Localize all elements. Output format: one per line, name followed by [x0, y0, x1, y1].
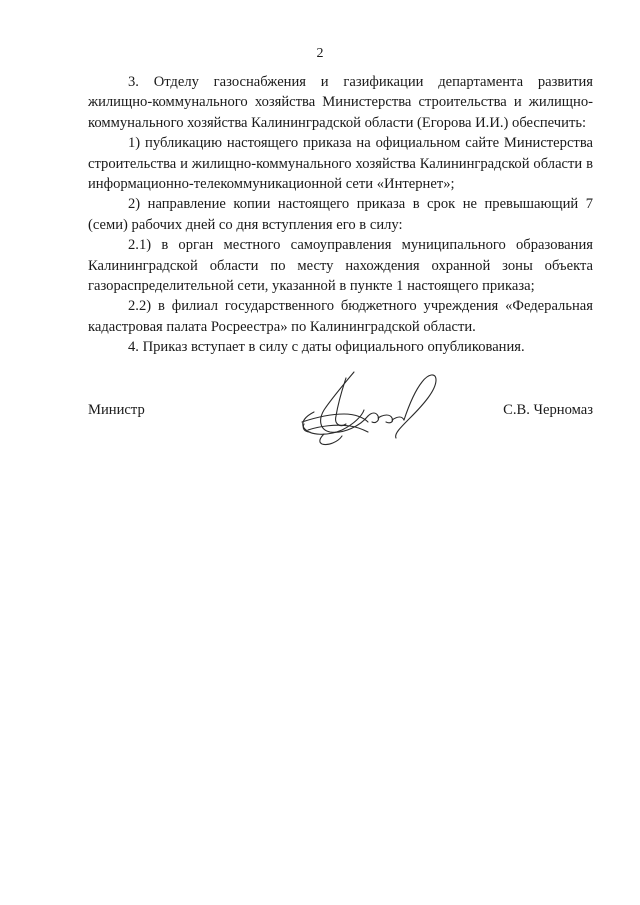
signatory-name: С.В. Черномаз — [503, 402, 593, 418]
paragraph-subitem-2-2: 2.2) в филиал государственного бюджетного учреждения «Федеральная кадастровая палата Росреестра» по Калининградской области. — [88, 298, 593, 335]
paragraph-item-3: 3. Отделу газоснабжения и газификации департамента развития жилищно-коммунального хозяйства Министерства строительства и жилищно-коммунального хозяйства Калининградской области (Егорова И.И.) обеспечить: — [88, 74, 593, 131]
signature-block — [88, 364, 593, 454]
paragraph-subitem-2: 2) направление копии настоящего приказа в срок не превышающий 7 (семи) рабочих дней со дня вступления его в силу: — [88, 196, 593, 233]
document-body — [88, 72, 593, 358]
paragraph-item-4: 4. Приказ вступает в силу с даты официального опубликования. — [128, 339, 525, 356]
paragraph-subitem-1: 1) публикацию настоящего приказа на официальном сайте Министерства строительства и жилищно-коммунального хозяйства Калининградской области в информационно-телекоммуникационной сети «Интернет»; — [88, 135, 593, 193]
page-number: 2 — [316, 46, 324, 61]
signatory-title: Министр — [88, 402, 145, 418]
handwritten-signature-icon — [284, 364, 454, 449]
paragraph-subitem-2-1: 2.1) в орган местного самоуправления муниципального образования Калининградской области по месту нахождения охранной зоны объекта газораспределительной сети, указанной в пункте 1 настоящего приказа; — [88, 237, 593, 295]
